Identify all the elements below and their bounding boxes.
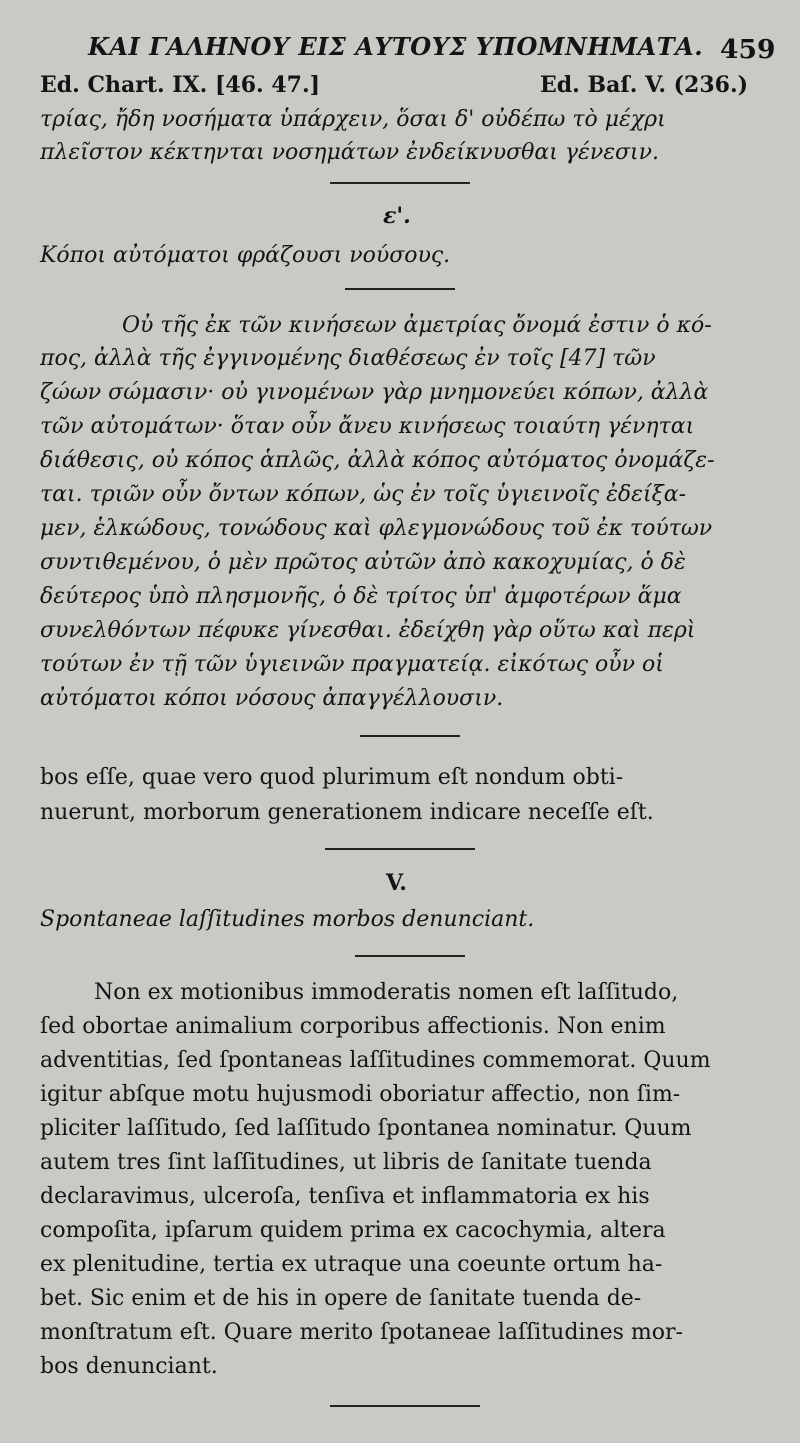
section-divider (325, 848, 475, 850)
running-head-title: ΚΑΙ ΓΑΛΗΝΟΥ ΕΙΣ ΑΥΤΟΥΣ ΥΠΟΜΝΗΜΑΤΑ. (88, 32, 704, 61)
latin-commentary-line: adventitias, ſed ſpontaneas laſſitudines commemorat. Quum (40, 1048, 711, 1073)
latin-commentary-line: declaravimus, ulceroſa, tenſiva et inflammatoria ex his (40, 1184, 650, 1209)
latin-intro-line: nuerunt, morborum generationem indicare neceſſe eſt. (40, 800, 654, 825)
latin-commentary-line: ſed obortae animalium corporibus affectionis. Non enim (40, 1014, 666, 1039)
latin-intro-line: bos eſſe, quae vero quod plurimum eſt nondum obti- (40, 765, 624, 790)
latin-section-number: V. (386, 870, 407, 896)
greek-commentary-line: τούτων ἐν τῇ τῶν ὑγιεινῶν πραγματείᾳ. εἰκότως οὖν οἱ (40, 652, 664, 677)
greek-commentary-line: αὐτόματοι κόποι νόσους ἀπαγγέλλουσιν. (40, 686, 504, 711)
greek-commentary-line: διάθεσις, οὐ κόπος ἁπλῶς, ἀλλὰ κόπος αὐτόματος ὀνομάζε- (40, 448, 715, 473)
section-divider (330, 182, 470, 184)
greek-commentary-line: ται. τριῶν οὖν ὄντων κόπων, ὡς ἐν τοῖς ὑγιεινοῖς ἐδείξα- (40, 482, 687, 507)
greek-commentary-line: τῶν αὐτομάτων· ὅταν οὖν ἄνευ κινήσεως τοιαύτη γένηται (40, 414, 695, 439)
page-number: 459 (720, 34, 776, 65)
greek-commentary-line: ζώων σώμασιν· οὐ γινομένων γὰρ μνημονεύει κόπων, ἀλλὰ (40, 380, 709, 405)
greek-commentary-line: μεν, ἑλκώδους, τονώδους καὶ φλεγμονώδους τοῦ ἐκ τούτων (40, 516, 713, 541)
latin-commentary-line: autem tres ſint laſſitudines, ut libris de ſanitate tuenda (40, 1150, 652, 1175)
latin-commentary-line: pliciter laſſitudo, ſed laſſitudo ſpontanea nominatur. Quum (40, 1116, 692, 1141)
greek-intro-line: τρίας, ἤδη νοσήματα ὑπάρχειν, ὅσαι δ' οὐδέπω τὸ μέχρι (40, 107, 666, 132)
edition-basel-ref: Ed. Baſ. V. (236.) (540, 72, 749, 98)
latin-commentary-line: bet. Sic enim et de his in opere de ſanitate tuenda de- (40, 1286, 642, 1311)
greek-commentary-line: συνελθόντων πέφυκε γίνεσθαι. ἐδείχθη γὰρ οὕτω καὶ περὶ (40, 618, 696, 643)
latin-commentary-line: igitur abſque motu hujusmodi oboriatur affectio, non ſim- (40, 1082, 681, 1107)
greek-aphorism: Κόποι αὐτόματοι φράζουσι νούσους. (40, 243, 451, 268)
latin-commentary-line: Non ex motionibus immoderatis nomen eſt laſſitudo, (94, 980, 679, 1005)
latin-commentary-line: bos denunciant. (40, 1354, 218, 1379)
section-divider (330, 1405, 480, 1407)
greek-commentary-line: δεύτερος ὑπὸ πλησμονῆς, ὁ δὲ τρίτος ὑπ' ἀμφοτέρων ἅμα (40, 584, 682, 609)
latin-commentary-line: compoſita, ipſarum quidem prima ex cacochymia, altera (40, 1218, 666, 1243)
greek-intro-line: πλεῖστον κέκτηνται νοσημάτων ἐνδείκνυσθαι γένεσιν. (40, 140, 660, 165)
section-divider (360, 735, 460, 737)
latin-aphorism: Spontaneae laſſitudines morbos denunciant. (40, 907, 535, 932)
latin-commentary-line: monſtratum eſt. Quare merito ſpotaneae laſſitudines mor- (40, 1320, 683, 1345)
edition-chartier-ref: Ed. Chart. IX. [46. 47.] (40, 72, 321, 98)
latin-commentary-line: ex plenitudine, tertia ex utraque una coeunte ortum ha- (40, 1252, 663, 1277)
section-divider (355, 955, 465, 957)
greek-commentary-line: πος, ἀλλὰ τῆς ἐγγινομένης διαθέσεως ἐν τοῖς [47] τῶν (40, 346, 656, 371)
section-divider (345, 288, 455, 290)
greek-commentary-line: Οὐ τῆς ἐκ τῶν κινήσεων ἀμετρίας ὄνομά ἐστιν ὁ κό- (122, 313, 712, 338)
greek-section-number: ε'. (383, 203, 411, 229)
greek-commentary-line: συντιθεμένου, ὁ μὲν πρῶτος αὐτῶν ἀπὸ κακοχυμίας, ὁ δὲ (40, 550, 686, 575)
